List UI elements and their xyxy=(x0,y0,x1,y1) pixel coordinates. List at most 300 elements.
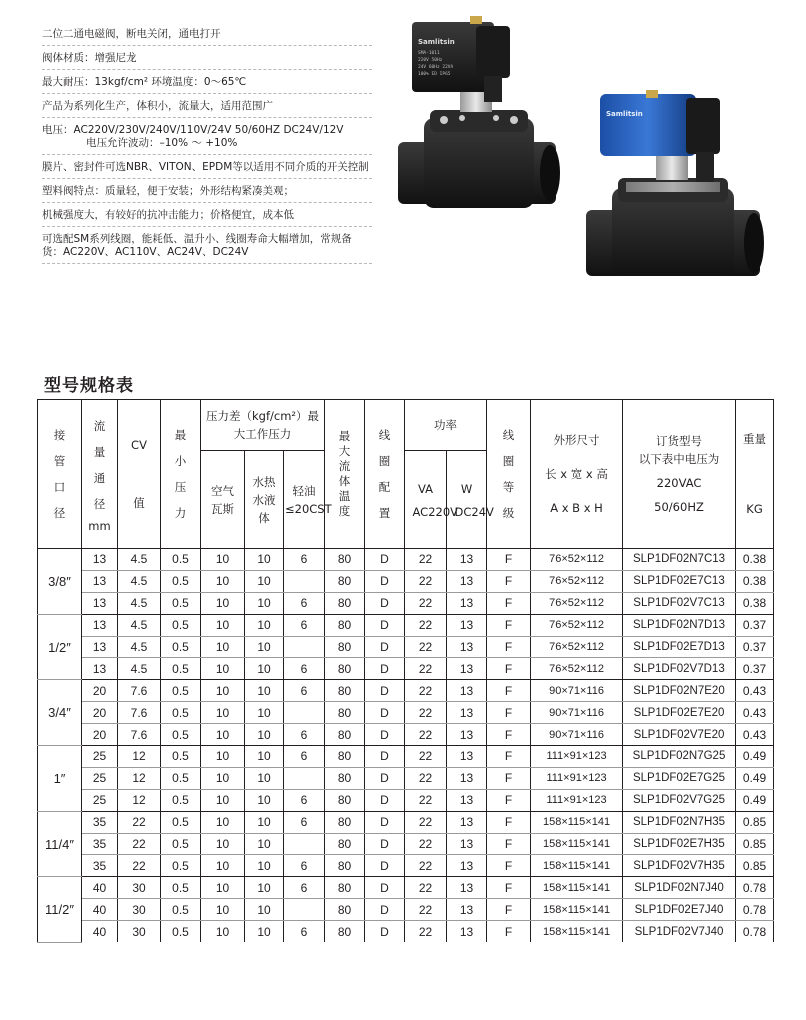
header-air: 空气瓦斯 xyxy=(201,451,245,549)
cell-oil: 6 xyxy=(284,789,325,811)
cell-water: 10 xyxy=(245,855,284,877)
port-size-cell: 11/2″ xyxy=(38,877,82,942)
cell-air: 10 xyxy=(201,636,245,658)
cell-dn: 35 xyxy=(82,855,118,877)
cell-water: 10 xyxy=(245,658,284,680)
feature-list xyxy=(42,26,372,268)
cell-oil: 6 xyxy=(284,746,325,768)
table-row xyxy=(38,899,774,921)
cell-model: SLP1DF02N7J40 xyxy=(623,877,736,899)
cell-kg: 0.43 xyxy=(736,702,774,724)
cell-cv: 30 xyxy=(118,921,161,942)
table-row xyxy=(38,636,774,658)
feature-line: 机械强度大，有较好的抗冲击能力；价格便宜，成本低 xyxy=(42,207,372,227)
table-row xyxy=(38,658,774,680)
table-row xyxy=(38,833,774,855)
cell-grade: F xyxy=(487,921,531,942)
cell-minp: 0.5 xyxy=(161,767,201,789)
cell-w: 13 xyxy=(447,855,487,877)
cell-coil: D xyxy=(365,549,405,571)
cell-temp: 80 xyxy=(325,767,365,789)
header-flow-unit: mm xyxy=(88,519,111,533)
table-row xyxy=(38,724,774,746)
cell-air: 10 xyxy=(201,899,245,921)
cell-kg: 0.38 xyxy=(736,570,774,592)
cell-temp: 80 xyxy=(325,549,365,571)
cell-coil: D xyxy=(365,855,405,877)
cell-coil: D xyxy=(365,680,405,702)
cell-w: 13 xyxy=(447,724,487,746)
cell-dn: 20 xyxy=(82,680,118,702)
cell-grade: F xyxy=(487,833,531,855)
coil-spec-line: 24V 60Hz 22VA xyxy=(418,65,454,70)
cell-grade: F xyxy=(487,877,531,899)
cell-temp: 80 xyxy=(325,680,365,702)
cell-water: 10 xyxy=(245,833,284,855)
header-dims-title: 外形尺寸 xyxy=(553,433,600,447)
feature-line: 膜片、密封件可选NBR、VITON、EPDM等以适用不同介质的开关控制 xyxy=(42,159,372,179)
cell-oil: 6 xyxy=(284,592,325,614)
cell-w: 13 xyxy=(447,592,487,614)
table-row xyxy=(38,921,774,942)
cell-dims: 90×71×116 xyxy=(531,680,623,702)
coil-spec-line: SMA-1011 xyxy=(418,51,440,56)
cell-model: SLP1DF02V7J40 xyxy=(623,921,736,942)
cell-grade: F xyxy=(487,592,531,614)
cell-dn: 13 xyxy=(82,614,118,636)
cell-minp: 0.5 xyxy=(161,658,201,680)
cell-cv: 12 xyxy=(118,746,161,768)
port-size-cell: 11/4″ xyxy=(38,811,82,877)
cell-kg: 0.38 xyxy=(736,549,774,571)
solenoid-valve-illustration xyxy=(390,14,770,280)
cell-kg: 0.78 xyxy=(736,877,774,899)
cell-va: 22 xyxy=(405,921,447,942)
cell-dn: 40 xyxy=(82,899,118,921)
header-dims-lwh: 长 x 宽 x 高 xyxy=(545,467,608,481)
cell-kg: 0.49 xyxy=(736,746,774,768)
cell-model: SLP1DF02V7C13 xyxy=(623,592,736,614)
cell-grade: F xyxy=(487,855,531,877)
cell-air: 10 xyxy=(201,702,245,724)
cell-oil: 6 xyxy=(284,614,325,636)
cell-kg: 0.43 xyxy=(736,680,774,702)
cell-temp: 80 xyxy=(325,658,365,680)
cell-dn: 13 xyxy=(82,570,118,592)
cell-air: 10 xyxy=(201,658,245,680)
table-row xyxy=(38,549,774,571)
feature-line: 二位二通电磁阀，断电关闭，通电打开 xyxy=(42,26,372,46)
cell-va: 22 xyxy=(405,855,447,877)
table-row xyxy=(38,767,774,789)
cell-kg: 0.37 xyxy=(736,658,774,680)
feature-line: 阀体材质：增强尼龙 xyxy=(42,50,372,70)
voltage-text: 电压：AC220V/230V/240V/110V/24V 50/60HZ DC24V/12V xyxy=(42,124,344,136)
feature-line: 可选配SM系列线圈，能耗低、温升小、线圈寿命大幅增加，常规备货：AC220V、AC110V、AC24V、DC24V xyxy=(42,231,372,264)
cell-temp: 80 xyxy=(325,789,365,811)
header-ac: AC220V xyxy=(412,505,459,519)
cell-cv: 4.5 xyxy=(118,592,161,614)
cell-kg: 0.49 xyxy=(736,789,774,811)
cell-cv: 30 xyxy=(118,899,161,921)
cell-minp: 0.5 xyxy=(161,746,201,768)
cell-grade: F xyxy=(487,658,531,680)
header-cv-unit: 值 xyxy=(133,496,145,510)
cell-grade: F xyxy=(487,549,531,571)
cell-dims: 158×115×141 xyxy=(531,899,623,921)
cell-coil: D xyxy=(365,636,405,658)
cell-coil: D xyxy=(365,746,405,768)
coil-spec-line: 220V 50Hz xyxy=(418,58,443,63)
header-order-code xyxy=(623,400,736,549)
cell-dn: 25 xyxy=(82,767,118,789)
cell-temp: 80 xyxy=(325,899,365,921)
cell-model: SLP1DF02E7H35 xyxy=(623,833,736,855)
cell-w: 13 xyxy=(447,614,487,636)
cell-dn: 25 xyxy=(82,746,118,768)
cell-water: 10 xyxy=(245,570,284,592)
cell-minp: 0.5 xyxy=(161,702,201,724)
cell-air: 10 xyxy=(201,767,245,789)
cell-w: 13 xyxy=(447,899,487,921)
cell-va: 22 xyxy=(405,636,447,658)
cell-coil: D xyxy=(365,614,405,636)
cell-va: 22 xyxy=(405,570,447,592)
brand-label: Samlitsin xyxy=(606,110,643,118)
cell-water: 10 xyxy=(245,789,284,811)
port-size-cell: 1″ xyxy=(38,746,82,812)
cell-oil: 6 xyxy=(284,811,325,833)
cell-water: 10 xyxy=(245,811,284,833)
table-row xyxy=(38,592,774,614)
cell-minp: 0.5 xyxy=(161,855,201,877)
cell-cv: 22 xyxy=(118,855,161,877)
cell-dims: 76×52×112 xyxy=(531,570,623,592)
cell-coil: D xyxy=(365,592,405,614)
cell-kg: 0.49 xyxy=(736,767,774,789)
header-coil-grade: 线圈等级 xyxy=(487,400,531,549)
cell-dn: 35 xyxy=(82,811,118,833)
cell-oil: 6 xyxy=(284,921,325,942)
cell-oil xyxy=(284,636,325,658)
cell-va: 22 xyxy=(405,811,447,833)
header-pressure-group: 压力差（kgf/cm²）最大工作压力 xyxy=(201,400,325,451)
cell-coil: D xyxy=(365,899,405,921)
cell-minp: 0.5 xyxy=(161,570,201,592)
cell-w: 13 xyxy=(447,877,487,899)
cell-dims: 90×71×116 xyxy=(531,702,623,724)
cell-minp: 0.5 xyxy=(161,549,201,571)
table-row xyxy=(38,855,774,877)
cell-temp: 80 xyxy=(325,592,365,614)
cell-minp: 0.5 xyxy=(161,899,201,921)
cell-air: 10 xyxy=(201,833,245,855)
cell-grade: F xyxy=(487,614,531,636)
cell-cv: 4.5 xyxy=(118,549,161,571)
header-oil: 轻油≤20CST xyxy=(284,451,325,549)
cell-cv: 7.6 xyxy=(118,702,161,724)
table-row xyxy=(38,680,774,702)
cell-coil: D xyxy=(365,921,405,942)
cell-cv: 4.5 xyxy=(118,636,161,658)
cell-minp: 0.5 xyxy=(161,833,201,855)
cell-coil: D xyxy=(365,724,405,746)
header-dimensions xyxy=(531,400,623,549)
header-min-pressure: 最小压力 xyxy=(161,400,201,549)
valve-black-coil xyxy=(398,16,560,208)
cell-grade: F xyxy=(487,724,531,746)
cell-dn: 40 xyxy=(82,921,118,942)
cell-dims: 158×115×141 xyxy=(531,921,623,942)
cell-va: 22 xyxy=(405,592,447,614)
table-row xyxy=(38,789,774,811)
table-row xyxy=(38,570,774,592)
cell-cv: 12 xyxy=(118,767,161,789)
cell-cv: 30 xyxy=(118,877,161,899)
cell-model: SLP1DF02V7E20 xyxy=(623,724,736,746)
feature-line: 塑料阀特点：质量轻，便于安装；外形结构紧凑美观； xyxy=(42,183,372,203)
cell-minp: 0.5 xyxy=(161,789,201,811)
cell-oil: 6 xyxy=(284,724,325,746)
table-title: 型号规格表 xyxy=(44,376,134,396)
cell-va: 22 xyxy=(405,877,447,899)
cell-cv: 22 xyxy=(118,833,161,855)
cell-kg: 0.43 xyxy=(736,724,774,746)
cell-oil xyxy=(284,702,325,724)
cell-va: 22 xyxy=(405,746,447,768)
cell-grade: F xyxy=(487,636,531,658)
cell-coil: D xyxy=(365,789,405,811)
cell-dn: 35 xyxy=(82,833,118,855)
feature-line: 最大耐压：13kgf/cm² 环境温度：0～65℃ xyxy=(42,74,372,94)
cell-minp: 0.5 xyxy=(161,636,201,658)
product-photos xyxy=(390,14,770,280)
voltage-tolerance-text: 电压允许波动：–10% ～ +10% xyxy=(86,137,238,149)
port-size-cell: 1/2″ xyxy=(38,614,82,680)
header-port-size: 接管口径 xyxy=(38,400,82,549)
cell-oil: 6 xyxy=(284,680,325,702)
cell-air: 10 xyxy=(201,789,245,811)
cell-dims: 158×115×141 xyxy=(531,833,623,855)
header-order-note: 以下表中电压为 xyxy=(638,452,720,466)
cell-grade: F xyxy=(487,811,531,833)
header-flow-bore: 流量通径 mm xyxy=(82,400,118,549)
cell-coil: D xyxy=(365,877,405,899)
header-dims-abh: A x B x H xyxy=(550,501,603,515)
cell-minp: 0.5 xyxy=(161,592,201,614)
cell-air: 10 xyxy=(201,680,245,702)
cell-va: 22 xyxy=(405,724,447,746)
feature-line: 产品为系列化生产，体积小，流量大，适用范围广 xyxy=(42,98,372,118)
cell-minp: 0.5 xyxy=(161,680,201,702)
cell-air: 10 xyxy=(201,746,245,768)
cell-va: 22 xyxy=(405,833,447,855)
header-order-frequency: 50/60HZ xyxy=(654,500,704,514)
cell-oil xyxy=(284,767,325,789)
cell-temp: 80 xyxy=(325,921,365,942)
cell-w: 13 xyxy=(447,658,487,680)
cell-kg: 0.85 xyxy=(736,811,774,833)
cell-water: 10 xyxy=(245,702,284,724)
cell-va: 22 xyxy=(405,789,447,811)
cell-cv: 7.6 xyxy=(118,724,161,746)
cell-w: 13 xyxy=(447,570,487,592)
cell-oil xyxy=(284,833,325,855)
cell-dn: 20 xyxy=(82,702,118,724)
cell-water: 10 xyxy=(245,614,284,636)
cell-w: 13 xyxy=(447,767,487,789)
cell-dims: 76×52×112 xyxy=(531,636,623,658)
cell-dn: 13 xyxy=(82,658,118,680)
cell-w: 13 xyxy=(447,636,487,658)
cell-minp: 0.5 xyxy=(161,921,201,942)
cell-dn: 13 xyxy=(82,592,118,614)
cell-coil: D xyxy=(365,702,405,724)
cell-grade: F xyxy=(487,570,531,592)
cell-model: SLP1DF02V7H35 xyxy=(623,855,736,877)
cell-water: 10 xyxy=(245,636,284,658)
cell-minp: 0.5 xyxy=(161,724,201,746)
cell-model: SLP1DF02N7D13 xyxy=(623,614,736,636)
cell-temp: 80 xyxy=(325,570,365,592)
cell-w: 13 xyxy=(447,746,487,768)
cell-minp: 0.5 xyxy=(161,877,201,899)
cell-kg: 0.78 xyxy=(736,921,774,942)
cell-oil xyxy=(284,570,325,592)
cell-oil: 6 xyxy=(284,877,325,899)
header-cv: CV 值 xyxy=(118,400,161,549)
cell-w: 13 xyxy=(447,921,487,942)
cell-water: 10 xyxy=(245,921,284,942)
cell-va: 22 xyxy=(405,658,447,680)
cell-air: 10 xyxy=(201,877,245,899)
cell-dn: 25 xyxy=(82,789,118,811)
header-order-voltage: 220VAC xyxy=(656,476,702,490)
cell-temp: 80 xyxy=(325,636,365,658)
cell-va: 22 xyxy=(405,614,447,636)
table-row xyxy=(38,877,774,899)
cell-water: 10 xyxy=(245,724,284,746)
cell-minp: 0.5 xyxy=(161,614,201,636)
cell-kg: 0.38 xyxy=(736,592,774,614)
cell-model: SLP1DF02E7J40 xyxy=(623,899,736,921)
cell-dims: 111×91×123 xyxy=(531,767,623,789)
cell-w: 13 xyxy=(447,702,487,724)
cell-dn: 20 xyxy=(82,724,118,746)
header-weight: 重量 KG xyxy=(736,400,774,549)
cell-dims: 76×52×112 xyxy=(531,658,623,680)
header-coil-config: 线圈配置 xyxy=(365,400,405,549)
cell-dims: 111×91×123 xyxy=(531,789,623,811)
cell-kg: 0.37 xyxy=(736,636,774,658)
cell-water: 10 xyxy=(245,877,284,899)
cell-model: SLP1DF02N7E20 xyxy=(623,680,736,702)
cell-water: 10 xyxy=(245,746,284,768)
cell-coil: D xyxy=(365,767,405,789)
valve-blue-coil xyxy=(586,90,764,276)
cell-w: 13 xyxy=(447,549,487,571)
cell-temp: 80 xyxy=(325,855,365,877)
spec-table-body xyxy=(38,549,774,943)
cell-cv: 4.5 xyxy=(118,658,161,680)
cell-grade: F xyxy=(487,899,531,921)
cell-water: 10 xyxy=(245,767,284,789)
cell-coil: D xyxy=(365,658,405,680)
table-row xyxy=(38,702,774,724)
cell-dims: 158×115×141 xyxy=(531,855,623,877)
cell-model: SLP1DF02E7E20 xyxy=(623,702,736,724)
cell-w: 13 xyxy=(447,680,487,702)
cell-dn: 13 xyxy=(82,549,118,571)
cell-coil: D xyxy=(365,811,405,833)
cell-kg: 0.78 xyxy=(736,899,774,921)
cell-grade: F xyxy=(487,767,531,789)
cell-oil: 6 xyxy=(284,658,325,680)
cell-water: 10 xyxy=(245,592,284,614)
cell-w: 13 xyxy=(447,811,487,833)
cell-model: SLP1DF02V7D13 xyxy=(623,658,736,680)
cell-model: SLP1DF02N7G25 xyxy=(623,746,736,768)
cell-va: 22 xyxy=(405,680,447,702)
cell-oil: 6 xyxy=(284,855,325,877)
cell-model: SLP1DF02E7D13 xyxy=(623,636,736,658)
header-water: 水热水液体 xyxy=(245,451,284,549)
cell-va: 22 xyxy=(405,767,447,789)
cell-oil: 6 xyxy=(284,549,325,571)
cell-grade: F xyxy=(487,789,531,811)
cell-grade: F xyxy=(487,680,531,702)
port-size-cell: 3/8″ xyxy=(38,549,82,615)
cell-w: 13 xyxy=(447,789,487,811)
cell-air: 10 xyxy=(201,724,245,746)
cell-cv: 4.5 xyxy=(118,614,161,636)
table-row xyxy=(38,614,774,636)
cell-dims: 76×52×112 xyxy=(531,592,623,614)
cell-temp: 80 xyxy=(325,702,365,724)
cell-dn: 13 xyxy=(82,636,118,658)
cell-temp: 80 xyxy=(325,724,365,746)
cell-air: 10 xyxy=(201,614,245,636)
cell-air: 10 xyxy=(201,592,245,614)
header-va: VA AC220V xyxy=(405,451,447,549)
header-w: W DC24V xyxy=(447,451,487,549)
cell-air: 10 xyxy=(201,921,245,942)
cell-temp: 80 xyxy=(325,614,365,636)
cell-cv: 22 xyxy=(118,811,161,833)
cell-dn: 40 xyxy=(82,877,118,899)
cell-air: 10 xyxy=(201,855,245,877)
cell-dims: 111×91×123 xyxy=(531,746,623,768)
cell-model: SLP1DF02V7G25 xyxy=(623,789,736,811)
cell-model: SLP1DF02E7G25 xyxy=(623,767,736,789)
cell-cv: 12 xyxy=(118,789,161,811)
port-size-cell: 3/4″ xyxy=(38,680,82,746)
header-dc: DC24V xyxy=(454,505,494,519)
cell-kg: 0.85 xyxy=(736,855,774,877)
table-row xyxy=(38,746,774,768)
cell-water: 10 xyxy=(245,549,284,571)
cell-model: SLP1DF02E7C13 xyxy=(623,570,736,592)
feature-line-voltage xyxy=(42,122,372,155)
cell-dims: 90×71×116 xyxy=(531,724,623,746)
brand-label: Samlitsin xyxy=(418,38,455,46)
cell-dims: 158×115×141 xyxy=(531,811,623,833)
cell-va: 22 xyxy=(405,899,447,921)
cell-minp: 0.5 xyxy=(161,811,201,833)
cell-coil: D xyxy=(365,833,405,855)
spec-table xyxy=(37,399,774,943)
cell-va: 22 xyxy=(405,549,447,571)
